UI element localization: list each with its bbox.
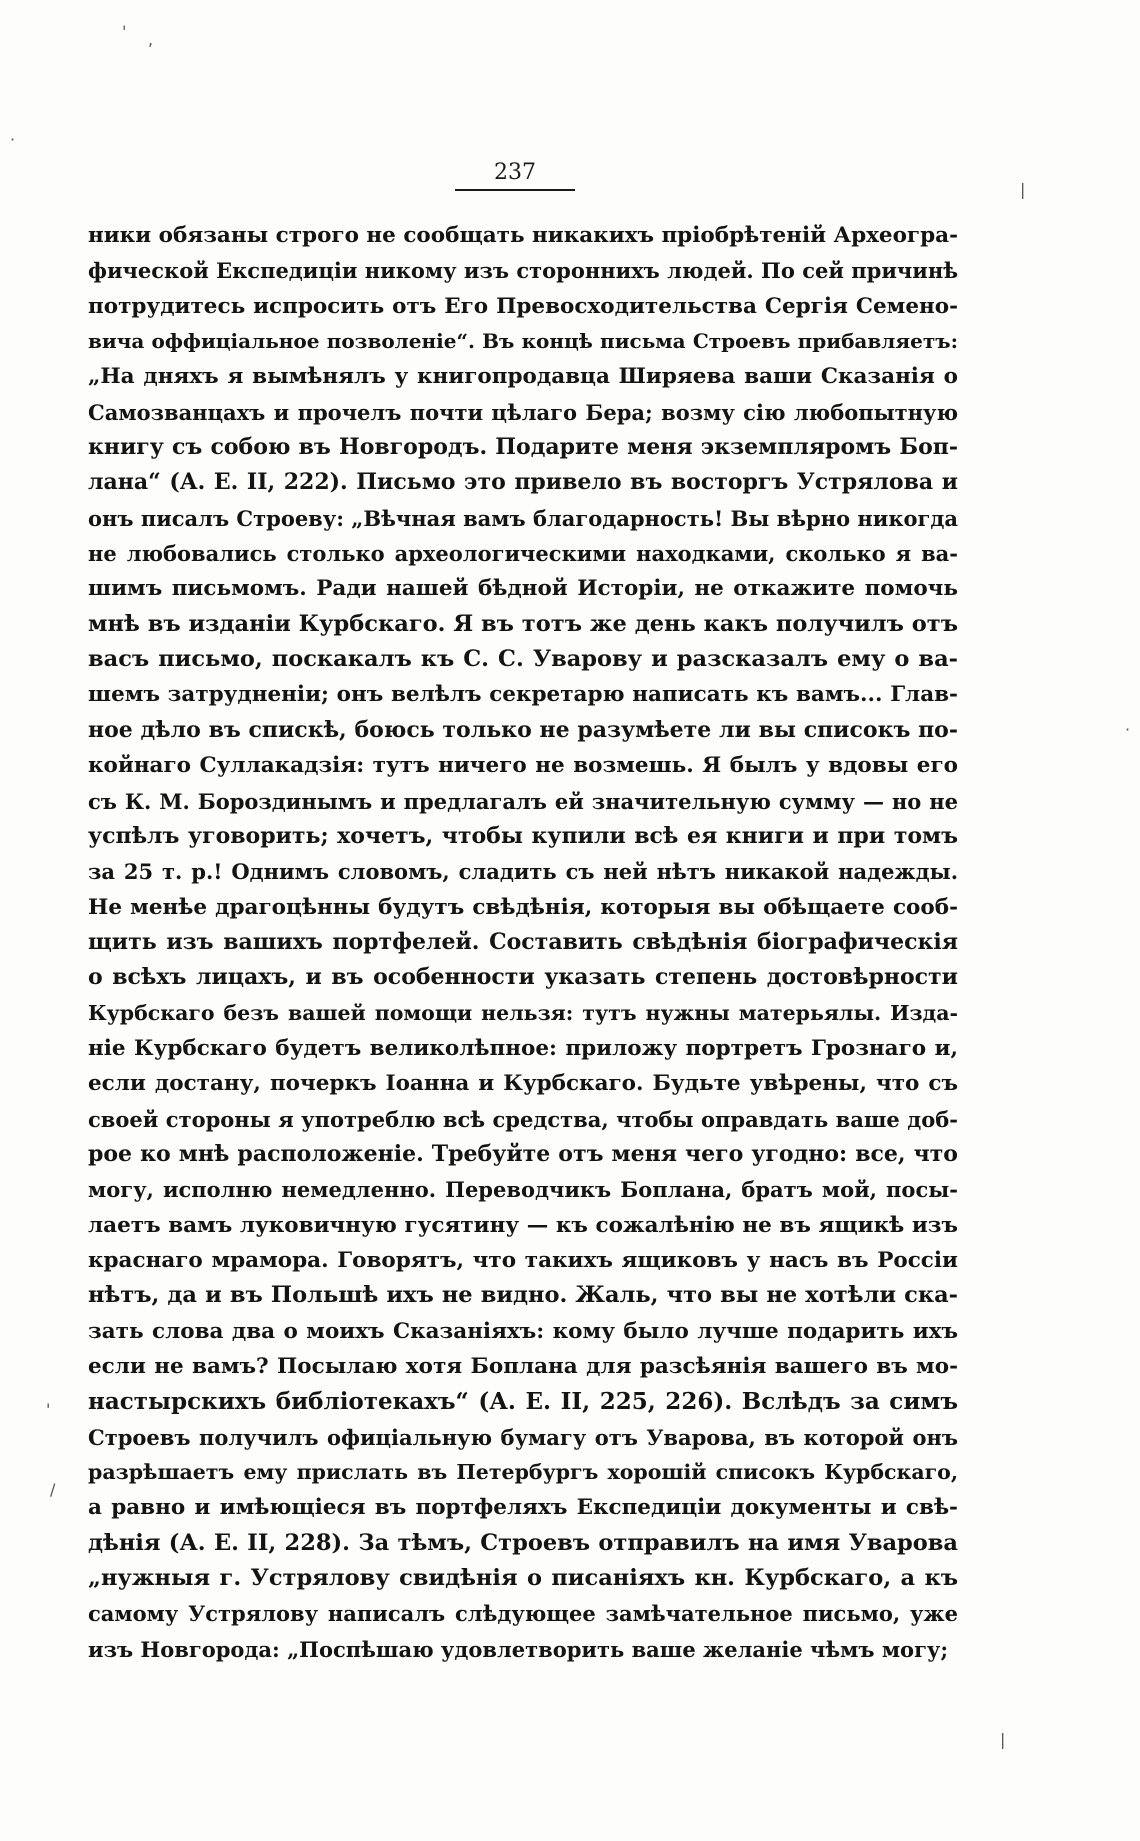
text-line: потрудитесь испросить отъ Его Превосходительства Сергія Семено- [88,293,958,319]
text-line: лана“ (А. Е. II, 222). Письмо это привело въ восторгъ Устрялова и [88,469,958,496]
text-line: мнѣ въ изданіи Курбскаго. Я въ тотъ же день какъ получилъ отъ [88,610,958,637]
text-line: ніе Курбскаго будетъ великолѣпное: приложу портретъ Грознаго и, [88,1035,958,1061]
text-line: изъ Новгорода: „Поспѣшаю удовлетворить ваше желаніе чѣмъ могу; [88,1636,949,1662]
body-text [88,218,958,1667]
text-line: щить изъ вашихъ портфелей. Составить свѣдѣнія біографическія [88,928,958,955]
text-line: Строевъ получилъ офиціальную бумагу отъ Уварова, въ которой онъ [88,1424,958,1450]
text-line: нѣтъ, да и въ Польшѣ ихъ не видно. Жаль, что вы не хотѣли ска- [88,1282,958,1309]
text-line: ники обязаны строго не сообщать никакихъ пріобрѣтеній Археогра- [88,223,958,248]
scan-speck: ' [122,22,127,41]
text-line: если достану, почеркъ Іоанна и Курбскаго. Будьте увѣрены, что съ [88,1071,958,1097]
text-line: шемъ затрудненіи; онъ велѣлъ секретарю написать къ вамъ... Глав- [88,682,958,708]
scan-speck: · [10,130,16,149]
scan-speck: · [1125,720,1131,739]
text-line: дѣнія (А. Е. II, 228). За тѣмъ, Строевъ отправилъ на имя Уварова [88,1529,958,1556]
text-line: „На дняхъ я вымѣнялъ у книгопродавца Ширяева ваши Сказанія о [88,364,958,390]
text-line: лаетъ вамъ луковичную гусятину — къ сожалѣнію не въ ящикѣ изъ [88,1212,958,1238]
text-line: Самозванцахъ и прочелъ почти цѣлаго Бера; возму сію любопытную [88,399,958,425]
scan-speck: / [50,1480,56,1499]
text-line: могу, исполню немедленно. Переводчикъ Боплана, братъ мой, посы- [88,1177,958,1203]
text-line: своей стороны я употреблю всѣ средства, чтобы оправдать ваше доб- [88,1106,958,1132]
page-number: 237 [455,160,575,191]
text-line: Курбскаго безъ вашей помощи нельзя: тутъ нужны матерьялы. Изда- [88,1000,958,1025]
text-line: Не менѣе драгоцѣнны будутъ свѣдѣнія, которыя вы обѣщаете сооб- [88,894,958,920]
text-line: койнаго Суллакадзія: тутъ ничего не возмешь. Я былъ у вдовы его [88,753,958,779]
text-line: за 25 т. р.! Однимъ словомъ, сладить съ ней нѣтъ никакой надежды. [88,859,958,885]
text-line: а равно и имѣющіеся въ портфеляхъ Експедиціи документы и свѣ- [88,1495,958,1521]
text-line: разрѣшаетъ ему прислать въ Петербургъ хорошій списокъ Курбскаго, [88,1460,958,1485]
text-line: съ К. М. Бороздинымъ и предлагалъ ей значительную сумму — но не [88,788,958,814]
text-line: вича оффиціальное позволеніе“. Въ концѣ письма Строевъ прибавляетъ: [88,329,958,354]
scan-speck: | [1020,180,1026,199]
text-line: онъ писалъ Строеву: „Вѣчная вамъ благодарность! Вы вѣрно никогда [88,505,958,531]
text-line: ное дѣло въ спискѣ, боюсь только не разумѣете ли вы списокъ по- [88,716,958,743]
scan-speck: | [1000,1730,1006,1749]
text-line: „нужныя г. Устрялову свидѣнія о писаніяхъ кн. Курбскаго, а къ [88,1565,958,1592]
text-line: рое ко мнѣ расположеніе. Требуйте отъ меня чего угодно: все, что [88,1140,958,1167]
scan-speck: , [148,30,154,49]
text-line: краснаго мрамора. Говорятъ, что такихъ ящиковъ у насъ въ Россіи [88,1247,958,1273]
text-line: если не вамъ? Посылаю хотя Боплана для разсѣянія вашего въ мо- [88,1354,958,1379]
scan-speck: ' [46,1400,51,1419]
text-line: о всѣхъ лицахъ, и въ особенности указать степень достовѣрности [88,964,958,991]
text-line: шимъ письмомъ. Ради нашей бѣдной Исторіи, не откажите помочь [88,576,958,602]
text-line: фической Експедиціи никому изъ стороннихъ людей. По сей причинѣ [88,258,958,284]
text-line: книгу съ собою въ Новгородъ. Подарите меня экземпляромъ Боп- [88,434,958,461]
text-line: успѣлъ уговорить; хочетъ, чтобы купили всѣ ея книги и при томъ [88,822,958,849]
text-line: самому Устрялову написалъ слѣдующее замѣчательное письмо, уже [88,1601,958,1627]
text-line: васъ письмо, поскакалъ къ С. С. Уварову и разсказалъ ему о ва- [88,646,958,673]
text-line: не любовались столько археологическими находками, сколько я ва- [88,541,958,567]
text-line: настырскихъ библіотекахъ“ (А. Е. II, 225, 226). Вслѣдъ за симъ [88,1388,958,1416]
text-line: зать слова два о моихъ Сказаніяхъ: кому было лучше подарить ихъ [88,1318,958,1344]
